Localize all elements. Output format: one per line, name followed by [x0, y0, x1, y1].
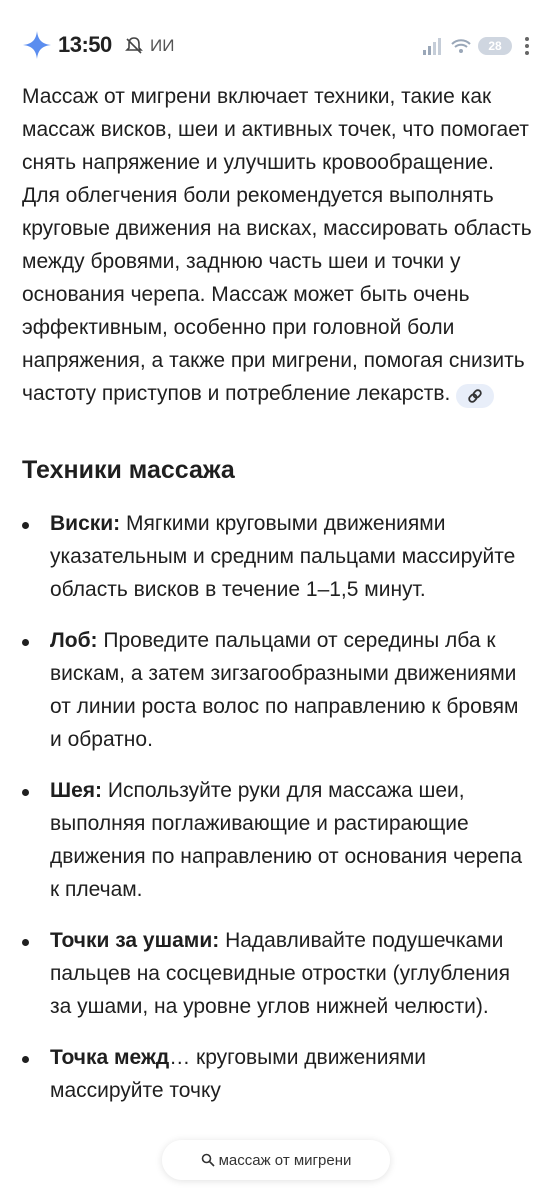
- list-item: [22, 507, 532, 606]
- mute-bell-icon: [124, 36, 144, 56]
- bullet-text: … круговыми движениями массируйте точку: [50, 1046, 427, 1102]
- search-query-pill[interactable]: [162, 1140, 390, 1180]
- gemini-sparkle-icon: [22, 30, 52, 60]
- answer-content: [22, 80, 532, 1125]
- bullet-dot: [22, 522, 29, 529]
- status-time: 13:50: [58, 32, 112, 57]
- link-icon: [467, 388, 483, 404]
- bullet-dot: [22, 1056, 29, 1063]
- status-icons: [422, 34, 530, 58]
- source-link-chip[interactable]: [456, 384, 494, 408]
- techniques-list: [22, 507, 532, 1107]
- section-title: Техники массажа: [22, 456, 235, 484]
- app-label: ИИ: [150, 36, 175, 55]
- list-item: [22, 1041, 532, 1107]
- bullet-term: Точка межд: [50, 1046, 170, 1069]
- bullet-text: Надавливайте подушечками пальцев на сосцевидные отростки (углубления за ушами, на уровне углов нижней челюсти).: [50, 929, 511, 1018]
- bullet-text: Используйте руки для массажа шеи, выполняя поглаживающие и растирающие движения по направлению от основания черепа к плечам.: [50, 779, 523, 901]
- more-vert-icon[interactable]: [524, 36, 530, 56]
- bullet-dot: [22, 639, 29, 646]
- intro-text: Массаж от мигрени включает техники, такие как массаж висков, шеи и активных точек, что помогает снять напряжение и улучшить кровообращение. Для облегчения боли рекомендуется выполнять круговые движения на висках, массировать область между бровями, заднюю часть шеи и точки у основания черепа. Массаж может быть очень эффективным, особенно при головной боли напряжения, а также при мигрени, помогая снизить частоту приступов и потребление лекарств.: [22, 85, 532, 405]
- bullet-dot: [22, 939, 29, 946]
- intro-paragraph: [22, 80, 532, 410]
- status-bar: [0, 0, 552, 86]
- list-item: [22, 774, 532, 906]
- bullet-term: Лоб:: [50, 629, 98, 652]
- search-query-label: массаж от мигрени: [218, 1151, 352, 1169]
- bullet-text: Проведите пальцами от середины лба к вискам, а затем зигзагообразными движениями от линии роста волос по направлению к бровям и обратно.: [50, 629, 519, 751]
- list-item: [22, 624, 532, 756]
- bullet-term: Точки за ушами:: [50, 929, 220, 952]
- bullet-term: Виски:: [50, 512, 121, 535]
- battery-level: 28: [478, 37, 512, 55]
- bullet-term: Шея:: [50, 779, 103, 802]
- signal-icon: [422, 36, 444, 56]
- search-icon: [201, 1153, 215, 1167]
- list-item: [22, 924, 532, 1023]
- bullet-text: Мягкими круговыми движениями указательным и средним пальцами массируйте область висков в течение 1–1,5 минут.: [50, 512, 516, 601]
- wifi-icon: [450, 36, 472, 56]
- bullet-dot: [22, 789, 29, 796]
